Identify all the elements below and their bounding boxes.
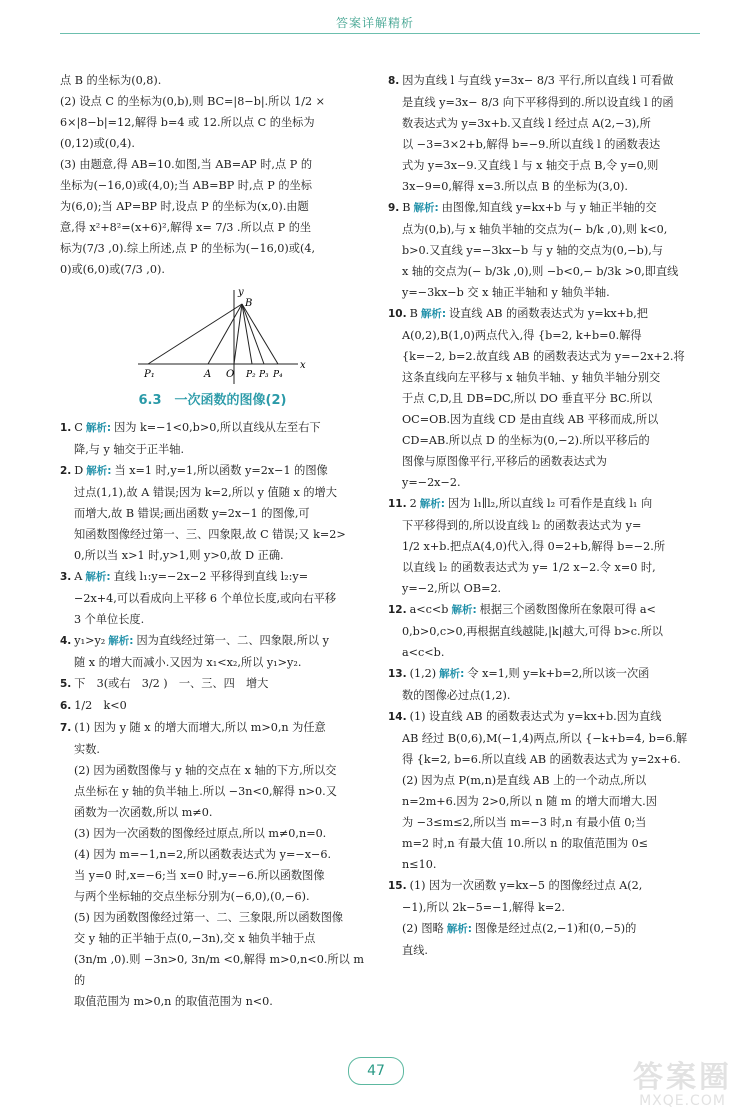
q1-text: 因为 k=−1<0,b>0,所以直线从左至右下 (114, 421, 321, 434)
q13-jiexi-tag: 解析: (439, 668, 465, 680)
text-line: 6×|8−b|=12,解得 b=4 或 12.所以点 C 的坐标为 (60, 116, 315, 129)
text-line: b>0.又直线 y=−3kx−b 与 y 轴的交点为(0,−b),与 (402, 244, 663, 257)
segment-p3-b (242, 304, 264, 364)
q7-number: 7. (60, 722, 72, 734)
text-line: (3) 由题意,得 AB=10.如图,当 AB=AP 时,点 P 的 (60, 158, 313, 171)
q15-text: (1) 因为一次函数 y=kx−5 的图像经过点 A(2, (409, 879, 643, 892)
q6-answer: 1/2 k<0 (74, 699, 127, 712)
q2-jiexi-tag: 解析: (86, 465, 112, 477)
text-line: 3 个单位长度. (74, 613, 145, 626)
text-line: CD=AB.所以点 D 的坐标为(0,−2).所以平移后的 (402, 434, 650, 447)
q11-line (388, 493, 700, 515)
text-line: 式为 y=3x−9.又直线 l 与 x 轴交于点 B,令 y=0,则 (402, 159, 659, 172)
text-line: 0)或(6,0)或(7/3 ,0). (60, 263, 165, 276)
q4-answer: y₁>y₂ (74, 634, 106, 647)
q7-text: (1) 因为 y 随 x 的增大而增大,所以 m>0,n 为任意 (74, 721, 326, 734)
q11-jiexi-tag: 解析: (419, 498, 445, 510)
text-line: 下平移得到的,所以设直线 l₂ 的函数表达式为 y= (402, 519, 642, 532)
q10-number: 10. (388, 308, 407, 320)
text-line: y=−2,所以 OB=2. (402, 582, 502, 595)
text-line: 1/2 x+b.把点A(4,0)代入,得 0=2+b,解得 b=−2.所 (402, 540, 666, 553)
q10-line (388, 303, 700, 325)
label-y: y (238, 287, 244, 298)
q6-line (60, 695, 365, 717)
q3-text: 直线 l₁:y=−2x−2 平移得到直线 l₂:y= (113, 570, 309, 583)
text-line: 取值范围为 m>0,n 的取值范围为 n<0. (74, 995, 273, 1008)
q2-text: 当 x=1 时,y=1,所以函数 y=2x−1 的图像 (114, 464, 328, 477)
text-line: n≤10. (402, 858, 437, 871)
label-x: x (300, 360, 306, 371)
q9-line (388, 197, 700, 219)
q11-answer: 2 (409, 497, 417, 510)
text-line: 0,b>0,c>0,再根据直线越陡,|k|越大,可得 b>c.所以 (402, 625, 663, 638)
q13-number: 13. (388, 668, 407, 680)
q14-text: (1) 设直线 AB 的函数表达式为 y=kx+b.因为直线 (409, 710, 662, 723)
text-line: 于点 C,D,且 DB=DC,所以 DO 垂直平分 BC.所以 (402, 392, 653, 405)
q4-line (60, 630, 365, 652)
q14-line (388, 706, 700, 728)
q10-answer: B (409, 307, 418, 320)
q5-line (60, 673, 365, 695)
q5-number: 5. (60, 678, 72, 690)
text-line: 而增大,故 B 错误;画出函数 y=2x−1 的图像,可 (74, 507, 310, 520)
q13-text: 令 x=1,则 y=k+b=2,所以该一次函 (467, 667, 650, 680)
text-line: 与两个坐标轴的交点坐标分别为(−6,0),(0,−6). (74, 890, 310, 903)
q7-line (60, 717, 365, 739)
text-line: 点 B 的坐标为(0,8). (60, 74, 162, 87)
q10-jiexi-tag: 解析: (420, 308, 447, 320)
q1-line (60, 417, 365, 439)
q12-text: 根据三个函数图像所在象限可得 a< (479, 603, 656, 616)
q15-number: 15. (388, 880, 407, 892)
left-column (60, 70, 365, 1012)
text-line: a<c<b. (402, 646, 445, 659)
q4-jiexi-tag: 解析: (108, 635, 134, 647)
text-line: (2) 因为点 P(m,n)是直线 AB 上的一个动点,所以 (402, 774, 647, 787)
text-line: 过点(1,1),故 A 错误;因为 k=2,所以 y 值随 x 的增大 (74, 486, 337, 499)
watermark-bottom: MXQE.COM (639, 1092, 726, 1109)
q1-answer: C (74, 421, 83, 434)
label-p2: P₂ (246, 370, 256, 380)
q15-part2 (388, 918, 700, 940)
section-title: 6.3 一次函数的图像(2) (138, 393, 287, 408)
q1-number: 1. (60, 422, 72, 434)
q10-text: 设直线 AB 的函数表达式为 y=kx+b,把 (449, 307, 648, 320)
text-line: 坐标为(−16,0)或(4,0);当 AB=BP 时,点 P 的坐标 (60, 179, 312, 192)
q15-line (388, 875, 700, 897)
right-column (388, 70, 700, 961)
text-line: 3x−9=0,解得 x=3.所以点 B 的坐标为(3,0). (402, 180, 628, 193)
label-o: O (226, 369, 235, 380)
q11-text: 因为 l₁∥l₂,所以直线 l₂ 可看作是直线 l₁ 向 (447, 497, 653, 510)
q3-line (60, 566, 365, 588)
page-number: 47 (348, 1057, 404, 1085)
text-line: m=2 时,n 有最大值 10.所以 n 的取值范围为 0≤ (402, 837, 649, 850)
text-line: 为 −3≤m≤2,所以当 m=−3 时,n 有最小值 0;当 (402, 816, 647, 829)
text-line: AB 经过 B(0,6),M(−1,4)两点,所以 {−k+b=4, b=6.解 (402, 732, 688, 745)
q15-answer: (2) 图略 (402, 922, 444, 935)
text-line: 意,得 x²+8²=(x+6)²,解得 x= 7/3 .所以点 P 的坐 (60, 221, 312, 234)
segment-p1-b (148, 304, 242, 364)
segment-a-b (208, 304, 242, 364)
q12-answer: a<c<b (409, 603, 449, 616)
text-line: 图像与原图像平行,平移后的函数表达式为 (402, 455, 607, 468)
q9-jiexi-tag: 解析: (413, 202, 439, 214)
q15-jiexi-tag: 解析: (446, 923, 472, 935)
text-line: x 轴的交点为(− b/3k ,0),则 −b<0,− b/3k >0,即直线 (402, 265, 679, 278)
q6-number: 6. (60, 700, 72, 712)
q1-jiexi-tag: 解析: (85, 422, 112, 434)
watermark-top: 答案圈 (633, 1059, 732, 1095)
label-b: B (245, 298, 253, 309)
text-line: (0,12)或(0,4). (60, 137, 135, 150)
q2-number: 2. (60, 465, 72, 477)
q11-number: 11. (388, 498, 407, 510)
segment-o-b (234, 304, 242, 364)
text-line: 0,所以当 x>1 时,y>1,则 y>0,故 D 正确. (74, 549, 284, 562)
header-rule (60, 33, 700, 34)
q9-answer: B (402, 201, 411, 214)
text-line: −1),所以 2k−5=−1,解得 k=2. (402, 901, 565, 914)
text-line: (3n/m ,0).则 −3n>0, 3n/m <0,解得 m>0,n<0.所以 m 的 (74, 953, 364, 987)
q3-number: 3. (60, 571, 72, 583)
text-line: −2x+4,可以看成向上平移 6 个单位长度,或向右平移 (74, 592, 337, 605)
q13-answer: (1,2) (409, 667, 437, 680)
text-line: 数的图像必过点(1,2). (402, 689, 511, 702)
label-p4: P₄ (273, 370, 283, 380)
q12-jiexi-tag: 解析: (451, 604, 477, 616)
q12-line (388, 599, 700, 621)
text-line: 点坐标在 y 轴的负半轴上.所以 −3n<0,解得 n>0.又 (74, 785, 337, 798)
text-line: n=2m+6.因为 2>0,所以 n 随 m 的增大而增大.因 (402, 795, 657, 808)
text-line: 函数为一次函数,所以 m≠0. (74, 806, 213, 819)
text-line: (4) 因为 m=−1,n=2,所以函数表达式为 y=−x−6. (74, 848, 332, 861)
q14-number: 14. (388, 711, 407, 723)
text-line: 知函数图像经过第一、三、四象限,故 C 错误;又 k=2> (74, 528, 346, 541)
q2-answer: D (74, 464, 84, 477)
q9-number: 9. (388, 202, 400, 214)
q4-text: 因为直线经过第一、二、四象限,所以 y (136, 634, 329, 647)
text-line: y=−3kx−b 交 x 轴正半轴和 y 轴负半轴. (402, 286, 610, 299)
text-line: 交 y 轴的正半轴于点(0,−3n),交 x 轴负半轴于点 (74, 932, 316, 945)
watermark (633, 1061, 732, 1109)
coordinate-figure (138, 286, 318, 386)
text-line: 得 {k=2, b=6.所以直线 AB 的函数表达式为 y=2x+6. (402, 753, 681, 766)
q4-number: 4. (60, 635, 72, 647)
page-header: 答案详解精析 (335, 16, 414, 30)
q12-number: 12. (388, 604, 407, 616)
text-line: 是直线 y=3x− 8/3 向下平移得到的.所以设直线 l 的函 (402, 96, 674, 109)
q3-answer: A (74, 570, 83, 583)
text-line: (2) 设点 C 的坐标为(0,b),则 BC=|8−b|.所以 1/2 × (60, 95, 326, 108)
text-line: 随 x 的增大而减小.又因为 x₁<x₂,所以 y₁>y₂. (74, 656, 302, 669)
text-line: 这条直线向左平移与 x 轴负半轴、y 轴负半轴分别交 (402, 371, 661, 384)
q8-text: 因为直线 l 与直线 y=3x− 8/3 平行,所以直线 l 可看做 (402, 74, 674, 87)
text-line: (5) 因为函数图像经过第一、二、三象限,所以函数图像 (74, 911, 344, 924)
text-line: 降,与 y 轴交于正半轴. (74, 443, 185, 456)
text-line: 为(6,0);当 AP=BP 时,设点 P 的坐标为(x,0).由题 (60, 200, 309, 213)
text-line: 标为(7/3 ,0).综上所述,点 P 的坐标为(−16,0)或(4, (60, 242, 316, 255)
text-line: 点为(0,b),与 x 轴负半轴的交点为(− b/k ,0),则 k<0, (402, 223, 668, 236)
text-line: {k=−2, b=2.故直线 AB 的函数表达式为 y=−2x+2.将 (402, 350, 685, 363)
q3-jiexi-tag: 解析: (85, 571, 111, 583)
text-line: 数表达式为 y=3x+b.又直线 l 经过点 A(2,−3),所 (402, 117, 651, 130)
text-line: 以直线 l₂ 的函数表达式为 y= 1/2 x−2.令 x=0 时, (402, 561, 656, 574)
text-line: A(0,2),B(1,0)两点代入,得 {b=2, k+b=0.解得 (402, 329, 642, 342)
q9-text: 由图像,知直线 y=kx+b 与 y 轴正半轴的交 (441, 201, 657, 214)
q15-tail: 图像是经过点(2,−1)和(0,−5)的 (474, 922, 637, 935)
label-a: A (204, 369, 212, 380)
text-line: OC=OB.因为直线 CD 是由直线 AB 平移而成,所以 (402, 413, 659, 426)
q2-line (60, 460, 365, 482)
text-line: 实数. (74, 743, 100, 756)
q8-number: 8. (388, 75, 400, 87)
text-line: (3) 因为一次函数的图像经过原点,所以 m≠0,n=0. (74, 827, 327, 840)
label-p1: P₁ (144, 369, 155, 380)
text-line: 直线. (402, 944, 428, 957)
text-line: (2) 因为函数图像与 y 轴的交点在 x 轴的下方,所以交 (74, 764, 337, 777)
text-line: 当 y=0 时,x=−6;当 x=0 时,y=−6.所以函数图像 (74, 869, 325, 882)
label-p3: P₃ (259, 370, 269, 380)
text-line: y=−2x−2. (402, 476, 461, 489)
q8-line (388, 70, 700, 92)
q13-line (388, 663, 700, 685)
q5-answer: 下 3(或右 3/2 ) 一、三、四 增大 (74, 677, 269, 690)
text-line: 以 −3=3×2+b,解得 b=−9.所以直线 l 的函数表达 (402, 138, 661, 151)
